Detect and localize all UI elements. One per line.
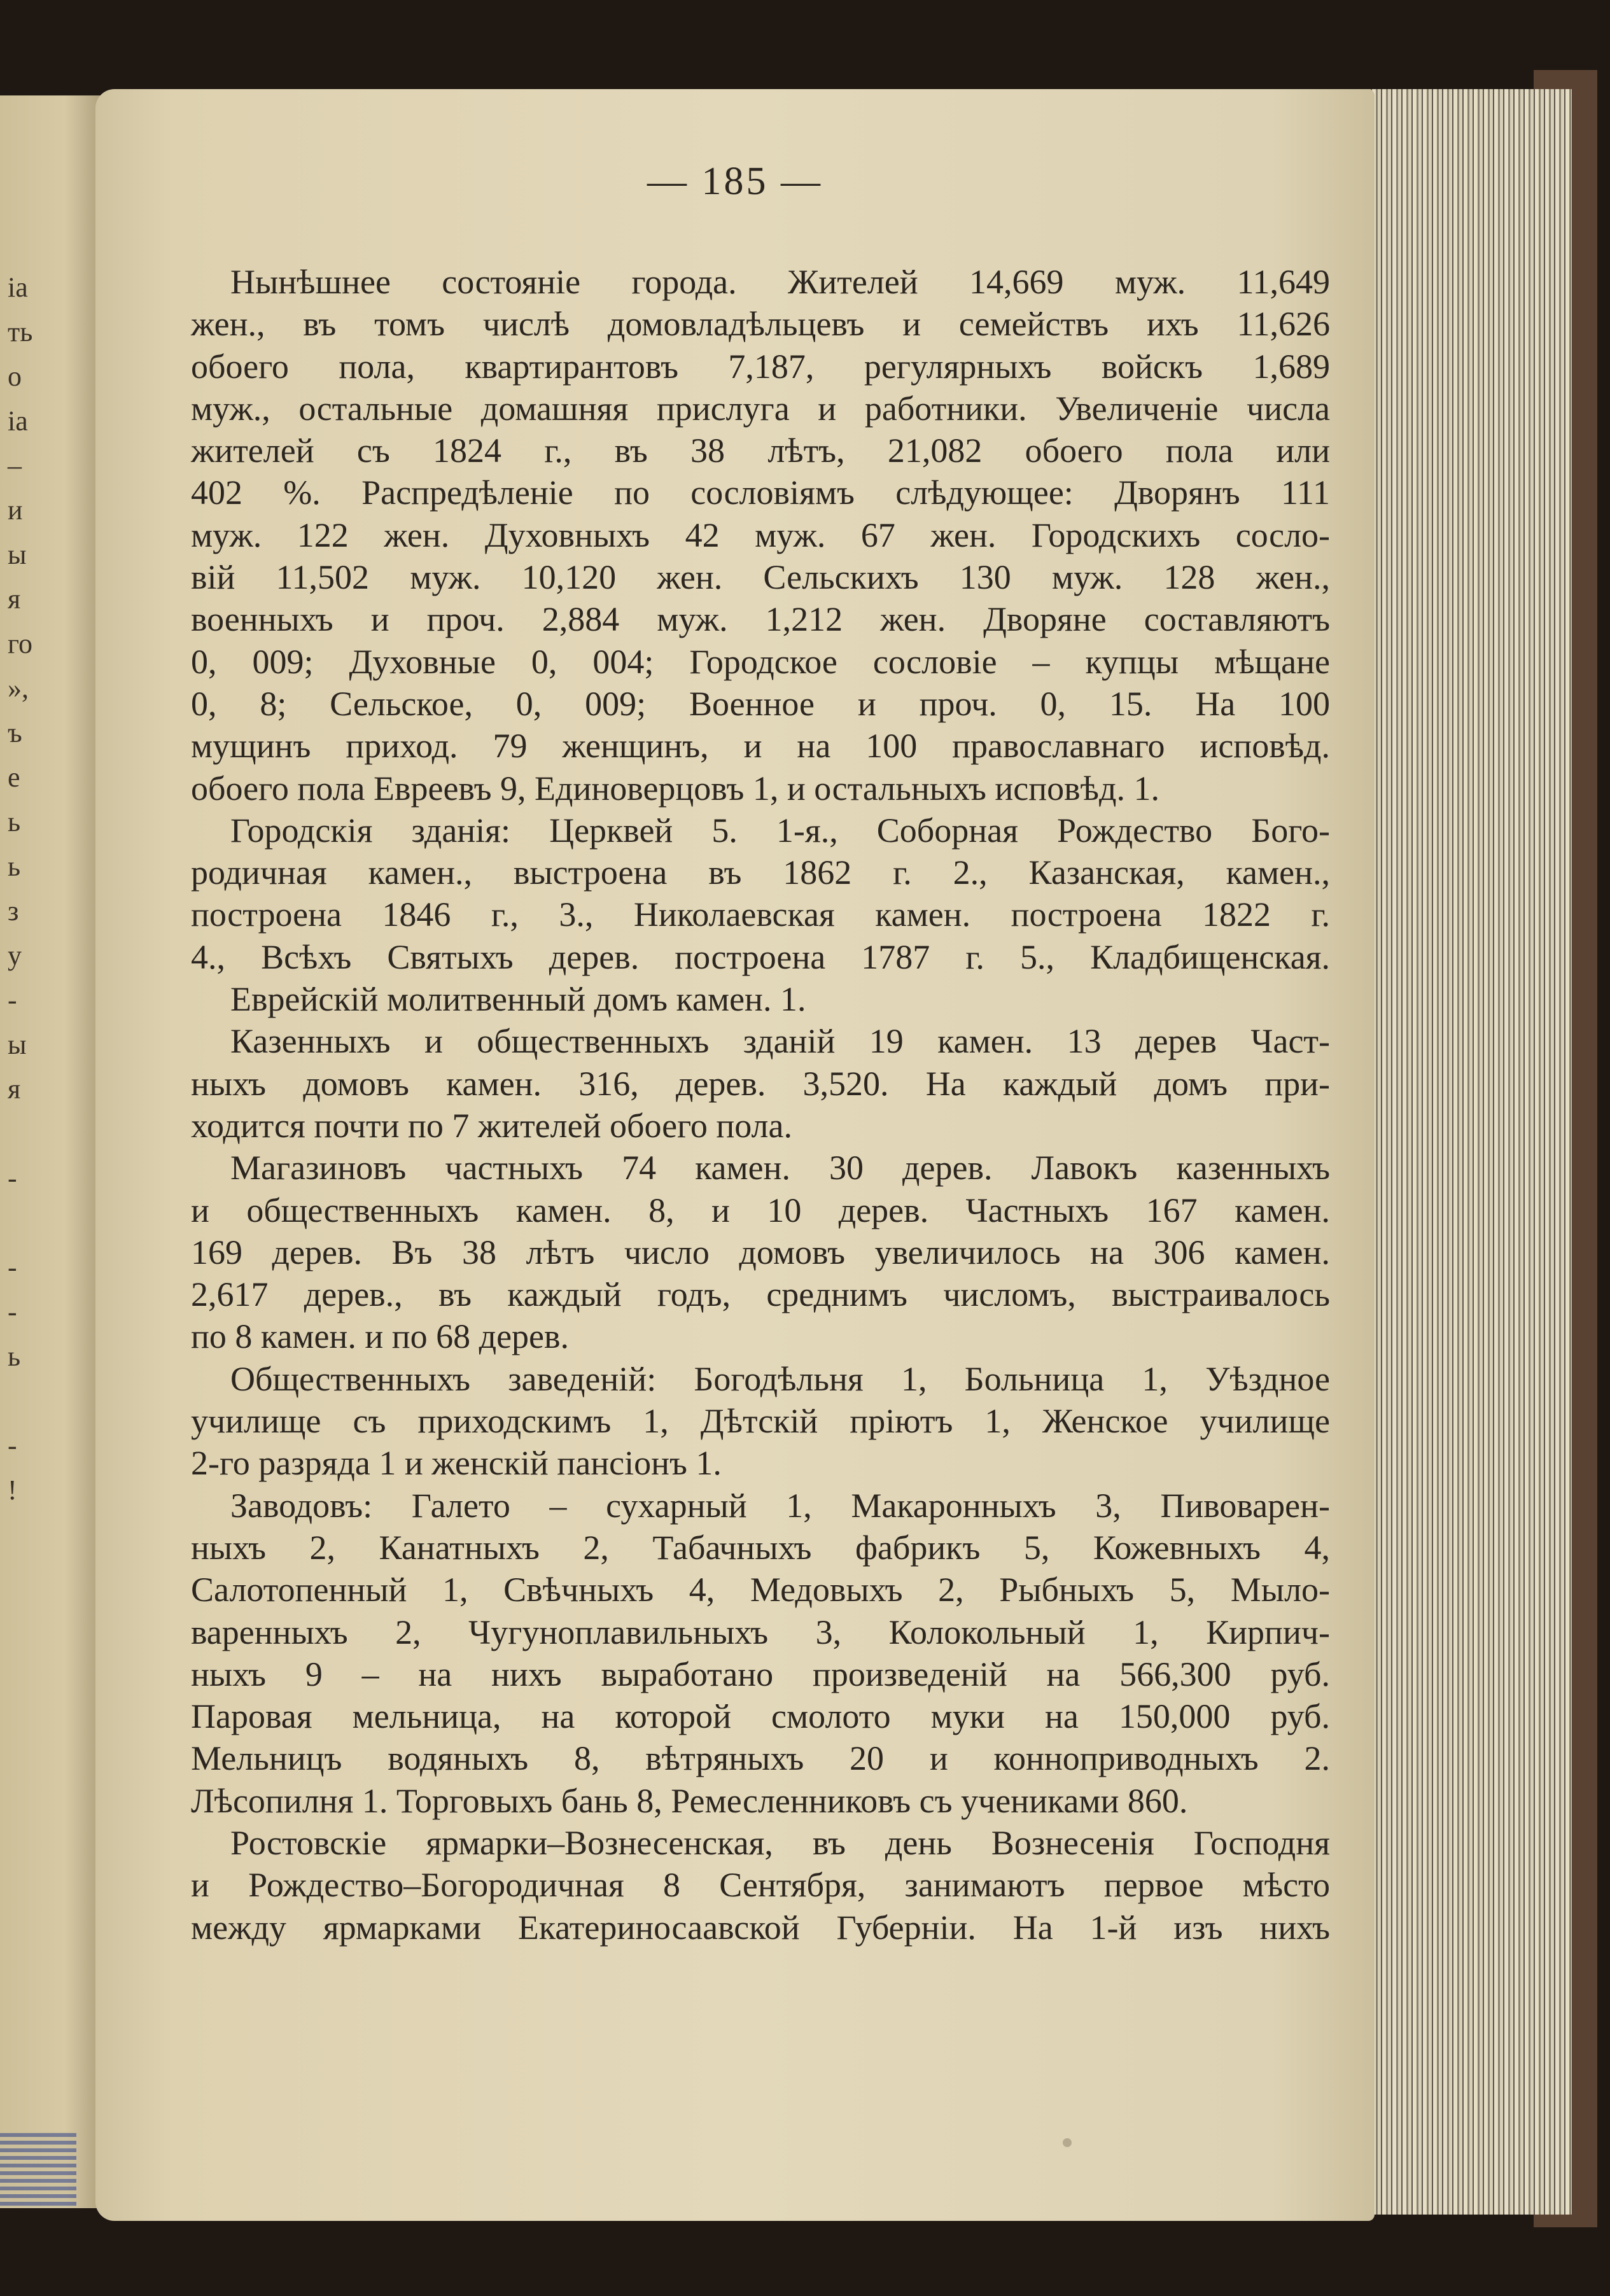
facing-page-fragment: іа [8, 405, 28, 437]
facing-page-edge [0, 95, 108, 2208]
text-line: Паровая мельница, на которой смолото муки на 150,000 руб. [191, 1697, 1330, 1736]
text-line: между ярмарками Екатериносаавской Губерніи. На 1-й изъ нихъ [191, 1908, 1330, 1947]
text-line: ныхъ 2, Канатныхъ 2, Табачныхъ фабрикъ 5, Кожевныхъ 4, [191, 1528, 1330, 1567]
facing-page-fragment: - [8, 1252, 17, 1283]
text-line: муж., остальные домашняя прислуга и работники. Увеличеніе числа [191, 389, 1330, 428]
facing-page-fragment: ть [8, 316, 33, 347]
text-line: Заводовъ: Галето – сухарный 1, Макаронныхъ 3, Пивоварен- [230, 1486, 1330, 1525]
facing-page-fragment: - [8, 984, 17, 1016]
text-line: обоего пола Евреевъ 9, Единоверцовъ 1, и остальныхъ исповѣд. 1. [191, 769, 1159, 808]
text-line: военныхъ и проч. 2,884 муж. 1,212 жен. Дворяне составляютъ [191, 600, 1330, 639]
facing-page-fragment: ы [8, 539, 27, 570]
text-line: Лѣсопилня 1. Торговыхъ бань 8, Ремесленниковъ съ учениками 860. [191, 1781, 1188, 1820]
text-line: вій 11,502 муж. 10,120 жен. Сельскихъ 130 муж. 128 жен., [191, 558, 1330, 597]
text-line: ныхъ 9 – на нихъ выработано произведеній на 566,300 руб. [191, 1655, 1330, 1693]
text-line: 402 %. Распредѣленіе по сословіямъ слѣдующее: Дворянъ 111 [191, 473, 1330, 512]
facing-page-fragment: ! [8, 1474, 17, 1506]
text-line: Магазиновъ частныхъ 74 камен. 30 дерев. Лавокъ казенныхъ [230, 1149, 1330, 1187]
facing-page-fragment: - [8, 1163, 17, 1194]
text-line: жителей съ 1824 г., въ 38 лѣтъ, 21,082 обоего пола или [191, 431, 1330, 470]
text-line: муж. 122 жен. Духовныхъ 42 муж. 67 жен. Городскихъ сосло- [191, 515, 1330, 554]
text-line: жен., въ томъ числѣ домовладѣльцевъ и семействъ ихъ 11,626 [191, 305, 1330, 344]
text-line: Казенныхъ и общественныхъ зданій 19 камен. 13 дерев Част- [230, 1022, 1330, 1061]
facing-page-fragment: », [8, 673, 29, 704]
text-line: 169 дерев. Въ 38 лѣтъ число домовъ увеличилось на 306 камен. [191, 1233, 1330, 1271]
facing-page-fragment: го [8, 628, 32, 659]
text-line: ходится почти по 7 жителей обоего пола. [191, 1106, 792, 1145]
text-line: Ростовскіе ярмарки–Вознесенская, въ день Вознесенія Господня [230, 1823, 1330, 1862]
text-line: 0, 8; Сельское, 0, 009; Военное и проч. 0, 15. На 100 [191, 684, 1330, 723]
facing-page-fragment: - [8, 1296, 17, 1327]
facing-page-fragment: ъ [8, 717, 22, 748]
facing-page-fragment: я [8, 584, 21, 615]
facing-page-fragment: ь [8, 1341, 21, 1372]
facing-page-fragment: з [8, 895, 19, 927]
facing-page-fragment: у [8, 940, 22, 971]
page-body [191, 261, 1330, 1949]
facing-page-fragment: - [8, 1430, 17, 1461]
text-line: 0, 009; Духовные 0, 004; Городское сословіе – купцы мѣщане [191, 642, 1330, 681]
text-line: Городскія зданія: Церквей 5. 1-я., Соборная Рождество Бого- [230, 811, 1330, 850]
facing-page-fragment: – [8, 450, 22, 481]
facing-page-fragment: ь [8, 806, 21, 837]
text-line: построена 1846 г., 3., Николаевская камен. построена 1822 г. [191, 895, 1330, 934]
text-line: 2-го разряда 1 и женскій пансіонъ 1. [191, 1444, 722, 1483]
text-line: Общественныхъ заведеній: Богодѣльня 1, Больница 1, Уѣздное [230, 1359, 1330, 1398]
page-edge-stain [0, 2132, 76, 2208]
text-line: мущинъ приход. 79 женщинъ, и на 100 православнаго исповѣд. [191, 727, 1330, 766]
text-line: и Рождество–Богородичная 8 Сентября, занимаютъ первое мѣсто [191, 1866, 1330, 1905]
text-line: варенныхъ 2, Чугуноплавильныхъ 3, Колокольный 1, Кирпич- [191, 1613, 1330, 1651]
facing-page-fragment: я [8, 1074, 21, 1105]
facing-page-fragment: и [8, 494, 23, 526]
facing-page-fragment: іа [8, 272, 28, 303]
facing-page-fragment: ы [8, 1029, 27, 1060]
text-line: обоего пола, квартирантовъ 7,187, регулярныхъ войскъ 1,689 [191, 347, 1330, 386]
book-page [95, 89, 1375, 2221]
text-line: и общественныхъ камен. 8, и 10 дерев. Частныхъ 167 камен. [191, 1191, 1330, 1229]
page-stack-edge [1362, 89, 1572, 2215]
facing-page-fragment: ь [8, 851, 21, 882]
text-line: ныхъ домовъ камен. 316, дерев. 3,520. На каждый домъ при- [191, 1064, 1330, 1103]
page-number: — 185 — [647, 160, 823, 203]
text-line: училище съ приходскимъ 1, Дѣтскій пріютъ 1, Женское училище [191, 1402, 1330, 1441]
text-line: Мельницъ водяныхъ 8, вѣтряныхъ 20 и конноприводныхъ 2. [191, 1739, 1330, 1778]
text-line: по 8 камен. и по 68 дерев. [191, 1317, 570, 1356]
text-line: родичная камен., выстроена въ 1862 г. 2., Казанская, камен., [191, 853, 1330, 892]
text-line: 2,617 дерев., въ каждый годъ, среднимъ числомъ, выстраивалось [191, 1275, 1330, 1314]
paper-speck [1063, 2138, 1072, 2147]
text-line: Нынѣшнее состояніе города. Жителей 14,669 муж. 11,649 [230, 263, 1330, 301]
text-line: Салотопенный 1, Свѣчныхъ 4, Медовыхъ 2, Рыбныхъ 5, Мыло- [191, 1571, 1330, 1609]
facing-page-fragment: е [8, 762, 20, 793]
text-line: 4., Всѣхъ Святыхъ дерев. построена 1787 г. 5., Кладбищенская. [191, 937, 1330, 976]
facing-page-fragment: о [8, 361, 22, 392]
text-line: Еврейскій молитвенный домъ камен. 1. [230, 980, 806, 1019]
